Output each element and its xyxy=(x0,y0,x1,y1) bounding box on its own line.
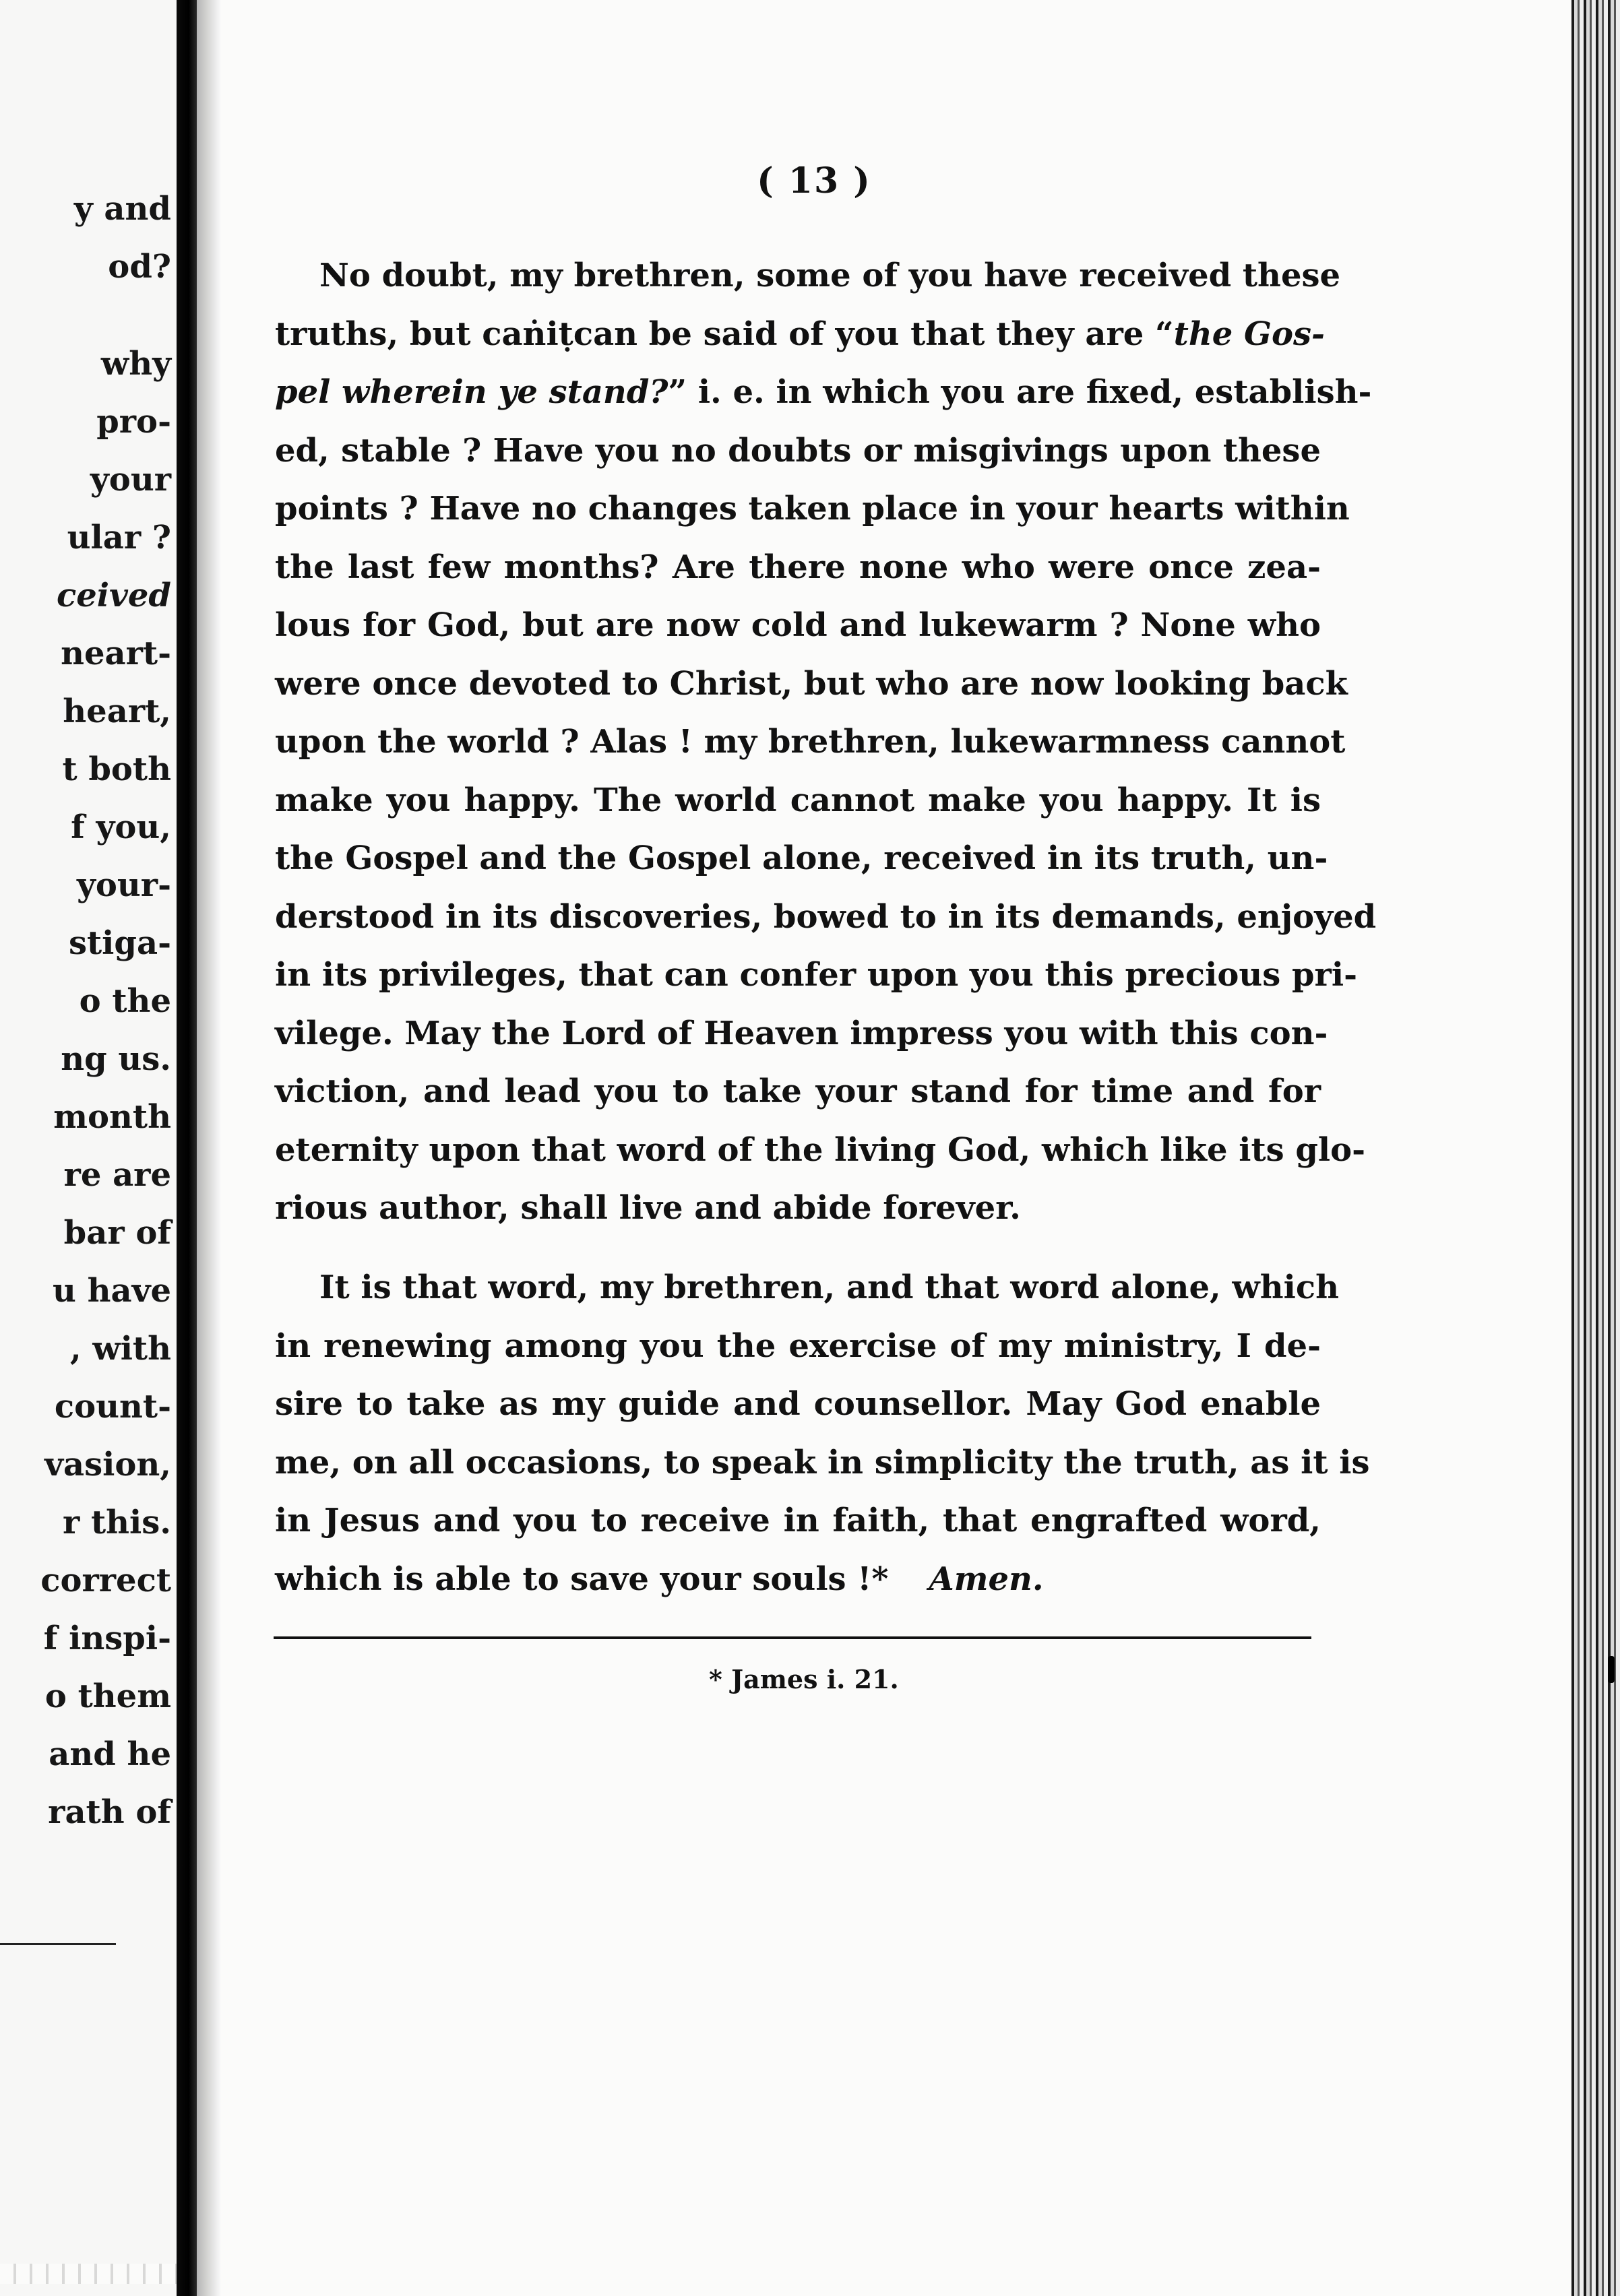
text-line: It is that word, my brethren, and that word alone, which xyxy=(319,1269,1339,1306)
left-page-line: why xyxy=(100,345,171,383)
left-page-line: month xyxy=(53,1098,171,1136)
text-line: make you happy. The world cannot make you happy. It is xyxy=(275,781,1321,819)
text-fragment: which is able to save your souls !* xyxy=(275,1560,889,1598)
text-line: No doubt, my brethren, some of you have received these xyxy=(319,257,1341,294)
amen-text: Amen. xyxy=(929,1560,1044,1598)
text-line: derstood in its discoveries, bowed to in its demands, enjoyed xyxy=(275,897,1377,936)
text-fragment: ” i. e. in which you are fixed, establish- xyxy=(668,373,1372,411)
left-page-line: ceived xyxy=(57,577,171,614)
left-page-line: , with xyxy=(69,1330,171,1368)
previous-page-edge xyxy=(0,0,177,2296)
left-page-line: o them xyxy=(44,1678,171,1715)
footnote-rule xyxy=(274,1636,1311,1639)
text-fragment: truths, but caṅiṭcan be said of you that they are “ xyxy=(275,315,1174,353)
left-page-line: stiga- xyxy=(68,924,171,962)
left-page-line: f inspi- xyxy=(43,1620,171,1657)
text-line: upon the world ? Alas ! my brethren, lukewarmness cannot xyxy=(275,723,1346,761)
paragraph-2 xyxy=(275,1258,1370,1608)
text-line: vilege. May the Lord of Heaven impress you with this con- xyxy=(275,1014,1328,1052)
left-page-line: count- xyxy=(54,1388,171,1426)
left-page-line: correct xyxy=(40,1562,171,1599)
left-page-line: od? xyxy=(108,248,171,286)
paragraph-1 xyxy=(275,247,1377,1238)
left-page-line: o the xyxy=(79,982,171,1020)
text-line: lous for God, but are now cold and lukewarm ? None who xyxy=(275,606,1321,644)
text-line: sire to take as my guide and counsellor. May God enable xyxy=(275,1385,1321,1423)
left-page-line: heart, xyxy=(63,693,171,730)
text-line: were once devoted to Christ, but who are now looking back xyxy=(275,664,1348,703)
page-number: ( 13 ) xyxy=(757,160,871,201)
left-page-line: re are xyxy=(63,1156,171,1194)
left-page-line: ular ? xyxy=(67,519,171,556)
text-line: points ? Have no changes taken place in your hearts within xyxy=(275,490,1350,528)
page-edge-mark xyxy=(1608,1656,1615,1683)
italic-quote: pel wherein ye stand? xyxy=(275,373,668,411)
left-page-line: your- xyxy=(76,866,171,904)
footnote: * James i. 21. xyxy=(709,1664,899,1694)
text-line: ed, stable ? Have you no doubts or misgivings upon these xyxy=(275,431,1321,470)
text-line: rious author, shall live and abide forever. xyxy=(275,1189,1021,1227)
left-page-line: r this. xyxy=(62,1504,171,1541)
left-page-line: pro- xyxy=(96,403,171,441)
text-line: eternity upon that word of the living God, which like its glo- xyxy=(275,1130,1366,1169)
text-line: in Jesus and you to receive in faith, that engrafted word, xyxy=(275,1502,1321,1539)
left-page-line: t both xyxy=(62,751,171,788)
left-page-line: neart- xyxy=(61,635,171,672)
left-page-line: ng us. xyxy=(61,1040,171,1078)
text-line: viction, and lead you to take your stand for time and for xyxy=(275,1073,1321,1110)
gutter-shadow xyxy=(197,0,221,2296)
left-page-line: y and xyxy=(73,190,171,228)
left-page-line: u have xyxy=(52,1272,171,1310)
text-line xyxy=(275,305,1325,364)
left-page-line: f you, xyxy=(71,808,171,846)
page-edge-texture xyxy=(0,2264,177,2284)
text-line: the last few months? Are there none who were once zea- xyxy=(275,548,1321,586)
italic-quote: the Gos- xyxy=(1173,315,1325,353)
left-page-line: your xyxy=(90,461,171,499)
text-line xyxy=(275,363,1372,422)
text-line: in its privileges, that can confer upon you this precious pri- xyxy=(275,956,1357,994)
book-gutter xyxy=(177,0,197,2296)
text-line: the Gospel and the Gospel alone, received in its truth, un- xyxy=(275,839,1328,877)
text-line: me, on all occasions, to speak in simplicity the truth, as it is xyxy=(275,1443,1370,1481)
left-page-line: bar of xyxy=(63,1214,171,1252)
left-page-line: vasion, xyxy=(44,1446,171,1484)
text-line: in renewing among you the exercise of my ministry, I de- xyxy=(275,1327,1321,1365)
left-page-line: and he xyxy=(49,1735,171,1773)
page-stack-edge xyxy=(1571,0,1620,2296)
left-page-rule xyxy=(0,1943,116,1945)
left-page-line: rath of xyxy=(48,1793,171,1831)
text-line xyxy=(275,1550,1321,1609)
